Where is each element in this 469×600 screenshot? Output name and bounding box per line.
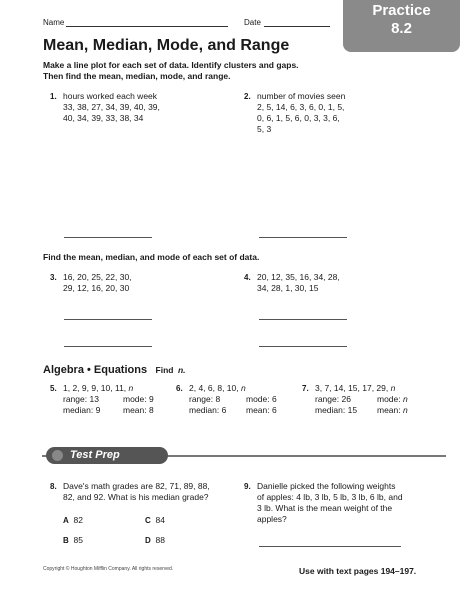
question-8 — [50, 481, 57, 492]
page-title: Mean, Median, Mode, and Range — [43, 37, 290, 54]
name-field[interactable] — [66, 26, 228, 27]
q5-mean: mean: 8 — [123, 405, 154, 415]
q5-mode: mode: 9 — [123, 394, 154, 404]
q2-line: 5, 3 — [257, 124, 272, 134]
choice-c[interactable] — [145, 515, 165, 525]
answer-line-2[interactable] — [259, 237, 347, 238]
q7-median: median: 15 — [315, 405, 358, 415]
choice-letter: C — [145, 516, 151, 525]
question-9-text — [257, 481, 403, 525]
choice-d[interactable] — [145, 535, 165, 545]
question-2 — [244, 91, 251, 102]
q6-mean: mean: 6 — [246, 405, 277, 415]
q3-line: 16, 20, 25, 22, 30, — [63, 272, 132, 282]
q5-median: median: 9 — [63, 405, 101, 415]
q6-mode: mode: 6 — [246, 394, 277, 404]
practice-badge — [343, 0, 460, 52]
question-number: 8. — [50, 482, 57, 491]
question-number: 4. — [244, 273, 251, 282]
q9-line: Danielle picked the following weights — [257, 481, 396, 491]
question-number: 7. — [302, 384, 309, 393]
q8-line: 82, and 92. What is his median grade? — [63, 492, 209, 502]
question-3 — [50, 272, 57, 283]
question-number: 2. — [244, 92, 251, 101]
test-prep-banner — [46, 447, 168, 464]
badge-line2: 8.2 — [391, 20, 412, 37]
algebra-title: Algebra • Equations — [43, 364, 148, 376]
question-7-text — [315, 383, 445, 416]
q6-range: range: 8 — [189, 394, 221, 404]
answer-line-4a[interactable] — [259, 319, 347, 320]
answer-line-4b[interactable] — [259, 346, 347, 347]
q7-data: 3, 7, 14, 15, 17, 29, — [315, 383, 389, 393]
q7-mean-label: mean: — [377, 405, 401, 415]
badge-line1: Practice — [372, 2, 431, 19]
question-number: 6. — [176, 384, 183, 393]
q7-mode-label: mode: — [377, 394, 401, 404]
q5-var: n — [128, 383, 134, 393]
question-1 — [50, 91, 57, 102]
q9-line: of apples: 4 lb, 3 lb, 5 lb, 3 lb, 6 lb, and — [257, 492, 403, 502]
q4-line: 34, 28, 1, 30, 15 — [257, 283, 319, 293]
question-number: 1. — [50, 92, 57, 101]
q6-median: median: 6 — [189, 405, 227, 415]
algebra-find: Find — [155, 365, 174, 375]
instructions — [43, 60, 299, 82]
question-3-text — [63, 272, 132, 294]
question-5-text — [63, 383, 173, 416]
name-label: Name — [43, 18, 65, 27]
q5-data: 1, 2, 9, 9, 10, 11, — [63, 383, 127, 393]
question-4-text — [257, 272, 340, 294]
q2-line: number of movies seen — [257, 91, 346, 101]
question-5 — [50, 383, 57, 394]
choice-value: 84 — [155, 515, 165, 525]
q8-line: Dave's math grades are 82, 71, 89, 88, — [63, 481, 210, 491]
text-pages: Use with text pages 194–197. — [299, 566, 417, 576]
question-8-text — [63, 481, 210, 503]
q5-range: range: 13 — [63, 394, 99, 404]
q1-line: 33, 38, 27, 34, 39, 40, 39, — [63, 102, 160, 112]
choice-letter: D — [145, 536, 151, 545]
algebra-var: n. — [177, 365, 186, 375]
choice-value: 85 — [73, 535, 83, 545]
question-number: 3. — [50, 273, 57, 282]
instructions-line1: Make a line plot for each set of data. Identify clusters and gaps. — [43, 60, 299, 70]
question-1-text — [63, 91, 160, 124]
choice-value: 88 — [155, 535, 165, 545]
q3-line: 29, 12, 16, 20, 30 — [63, 283, 130, 293]
q1-line: 40, 34, 39, 33, 38, 34 — [63, 113, 144, 123]
question-6-text — [189, 383, 299, 416]
section-instructions: Find the mean, median, and mode of each set of data. — [43, 252, 260, 262]
choice-letter: A — [63, 516, 69, 525]
q9-line: 3 lb. What is the mean weight of the — [257, 503, 393, 513]
q6-var: n — [241, 383, 246, 393]
answer-line-3b[interactable] — [64, 346, 152, 347]
answer-line-3a[interactable] — [64, 319, 152, 320]
choice-value: 82 — [73, 515, 83, 525]
question-number: 5. — [50, 384, 57, 393]
question-number: 9. — [244, 482, 251, 491]
question-9 — [244, 481, 251, 492]
q1-line: hours worked each week — [63, 91, 158, 101]
choice-b[interactable] — [63, 535, 83, 545]
test-prep-icon — [52, 450, 63, 461]
q2-line: 0, 6, 1, 5, 6, 0, 3, 3, 6, — [257, 113, 340, 123]
choice-letter: B — [63, 536, 69, 545]
q7-mode-var: n — [403, 394, 408, 404]
instructions-line2: Then find the mean, median, mode, and range. — [43, 71, 231, 81]
q4-line: 20, 12, 35, 16, 34, 28, — [257, 272, 340, 282]
answer-line-1[interactable] — [64, 237, 152, 238]
answer-line-9[interactable] — [259, 546, 401, 547]
q2-line: 2, 5, 14, 6, 3, 6, 0, 1, 5, — [257, 102, 345, 112]
q7-mean-var: n — [403, 405, 408, 415]
question-2-text — [257, 91, 345, 135]
copyright: Copyright © Houghton Mifflin Company. All rights reserved. — [43, 566, 174, 572]
question-6 — [176, 383, 183, 394]
test-prep-label: Test Prep — [70, 449, 120, 461]
q7-range: range: 26 — [315, 394, 351, 404]
algebra-heading — [43, 360, 186, 378]
q6-data: 2, 4, 6, 8, 10, — [189, 383, 239, 393]
q9-line: apples? — [257, 514, 287, 524]
q7-var: n — [390, 383, 396, 393]
question-7 — [302, 383, 309, 394]
date-label: Date — [244, 18, 261, 27]
date-field[interactable] — [264, 26, 330, 27]
choice-a[interactable] — [63, 515, 83, 525]
question-4 — [244, 272, 251, 283]
